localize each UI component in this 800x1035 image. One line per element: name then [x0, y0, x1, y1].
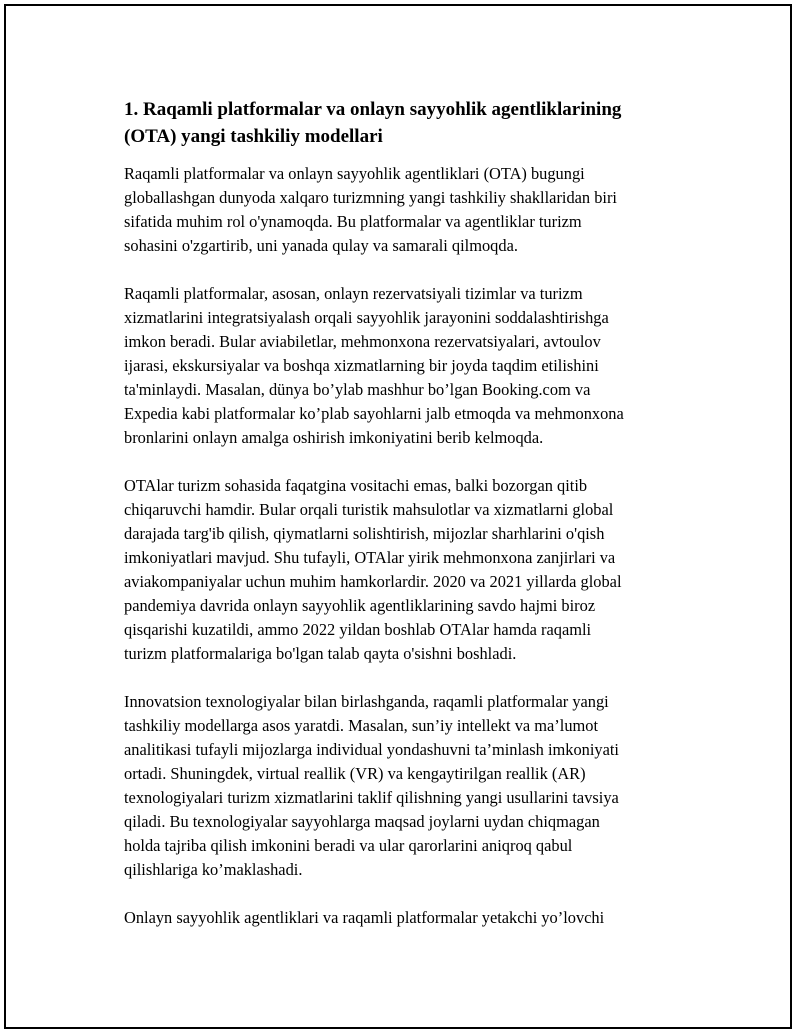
- section-heading: [124, 96, 696, 150]
- text-line: ortadi. Shuningdek, virtual reallik (VR) va kengaytirilgan reallik (AR): [124, 764, 586, 783]
- text-line: sohasini o'zgartirib, uni yanada qulay va samarali qilmoqda.: [124, 236, 518, 255]
- paragraph-5: [124, 906, 696, 930]
- text-line: chiqaruvchi hamdir. Bular orqali turistik mahsulotlar va xizmatlarni global: [124, 500, 614, 519]
- text-line: OTAlar turizm sohasida faqatgina vositachi emas, balki bozorgan qitib: [124, 476, 588, 495]
- text-line: imkon beradi. Bular aviabiletlar, mehmonxona rezervatsiyalari, avtoulov: [124, 332, 601, 351]
- text-line: sifatida muhim rol o'ynamoqda. Bu platformalar va agentliklar turizm: [124, 212, 582, 231]
- text-line: Onlayn sayyohlik agentliklari va raqamli platformalar yetakchi yo’lovchi: [124, 908, 605, 927]
- text-line: pandemiya davrida onlayn sayyohlik agentliklarining savdo hajmi biroz: [124, 596, 596, 615]
- text-line: texnologiyalari turizm xizmatlarini taklif qilishning yangi usullarini tavsiya: [124, 788, 619, 807]
- text-line: qisqarishi kuzatildi, ammo 2022 yildan boshlab OTAlar hamda raqamli: [124, 620, 592, 639]
- text-line: globallashgan dunyoda xalqaro turizmning yangi tashkiliy shakllaridan biri: [124, 188, 617, 207]
- text-line: aviakompaniyalar uchun muhim hamkorlardir. 2020 va 2021 yillarda global: [124, 572, 622, 591]
- text-line: qiladi. Bu texnologiyalar sayyohlarga maqsad joylarni uydan chiqmagan: [124, 812, 600, 831]
- text-line: Innovatsion texnologiyalar bilan birlashganda, raqamli platformalar yangi: [124, 692, 609, 711]
- page-frame: [4, 4, 792, 1029]
- text-line: turizm platformalariga bo'lgan talab qayta o'sishni boshladi.: [124, 644, 517, 663]
- paragraph-4: [124, 690, 696, 882]
- heading-line: 1. Raqamli platformalar va onlayn sayyohlik agentliklarining: [124, 99, 622, 120]
- text-line: darajada targ'ib qilish, qiymatlarni solishtirish, mijozlar sharhlarini o'qish: [124, 524, 605, 543]
- text-line: Expedia kabi platformalar ko’plab sayohlarni jalb etmoqda va mehmonxona: [124, 404, 624, 423]
- heading-line: (OTA) yangi tashkiliy modellari: [124, 126, 383, 147]
- text-line: Raqamli platformalar, asosan, onlayn rezervatsiyali tizimlar va turizm: [124, 284, 583, 303]
- paragraph-3: [124, 474, 696, 666]
- text-line: holda tajriba qilish imkonini beradi va ular qarorlarini aniqroq qabul: [124, 836, 573, 855]
- text-line: tashkiliy modellarga asos yaratdi. Masalan, sun’iy intellekt va ma’lumot: [124, 716, 599, 735]
- paragraph-2: [124, 282, 696, 450]
- text-line: xizmatlarini integratsiyalash orqali sayyohlik jarayonini soddalashtirishga: [124, 308, 609, 327]
- text-line: ijarasi, ekskursiyalar va boshqa xizmatlarning bir joyda taqdim etilishini: [124, 356, 599, 375]
- text-line: analitikasi tufayli mijozlarga individual yondashuvni ta’minlash imkoniyati: [124, 740, 619, 759]
- text-line: Raqamli platformalar va onlayn sayyohlik agentliklari (OTA) bugungi: [124, 164, 585, 183]
- document-body: [124, 96, 696, 954]
- text-line: ta'minlaydi. Masalan, dünya bo’ylab mashhur bo’lgan Booking.com va: [124, 380, 591, 399]
- paragraph-1: [124, 162, 696, 258]
- text-line: qilishlariga ko’maklashadi.: [124, 860, 303, 879]
- text-line: bronlarini onlayn amalga oshirish imkoniyatini berib kelmoqda.: [124, 428, 544, 447]
- text-line: imkoniyatlari mavjud. Shu tufayli, OTAlar yirik mehmonxona zanjirlari va: [124, 548, 616, 567]
